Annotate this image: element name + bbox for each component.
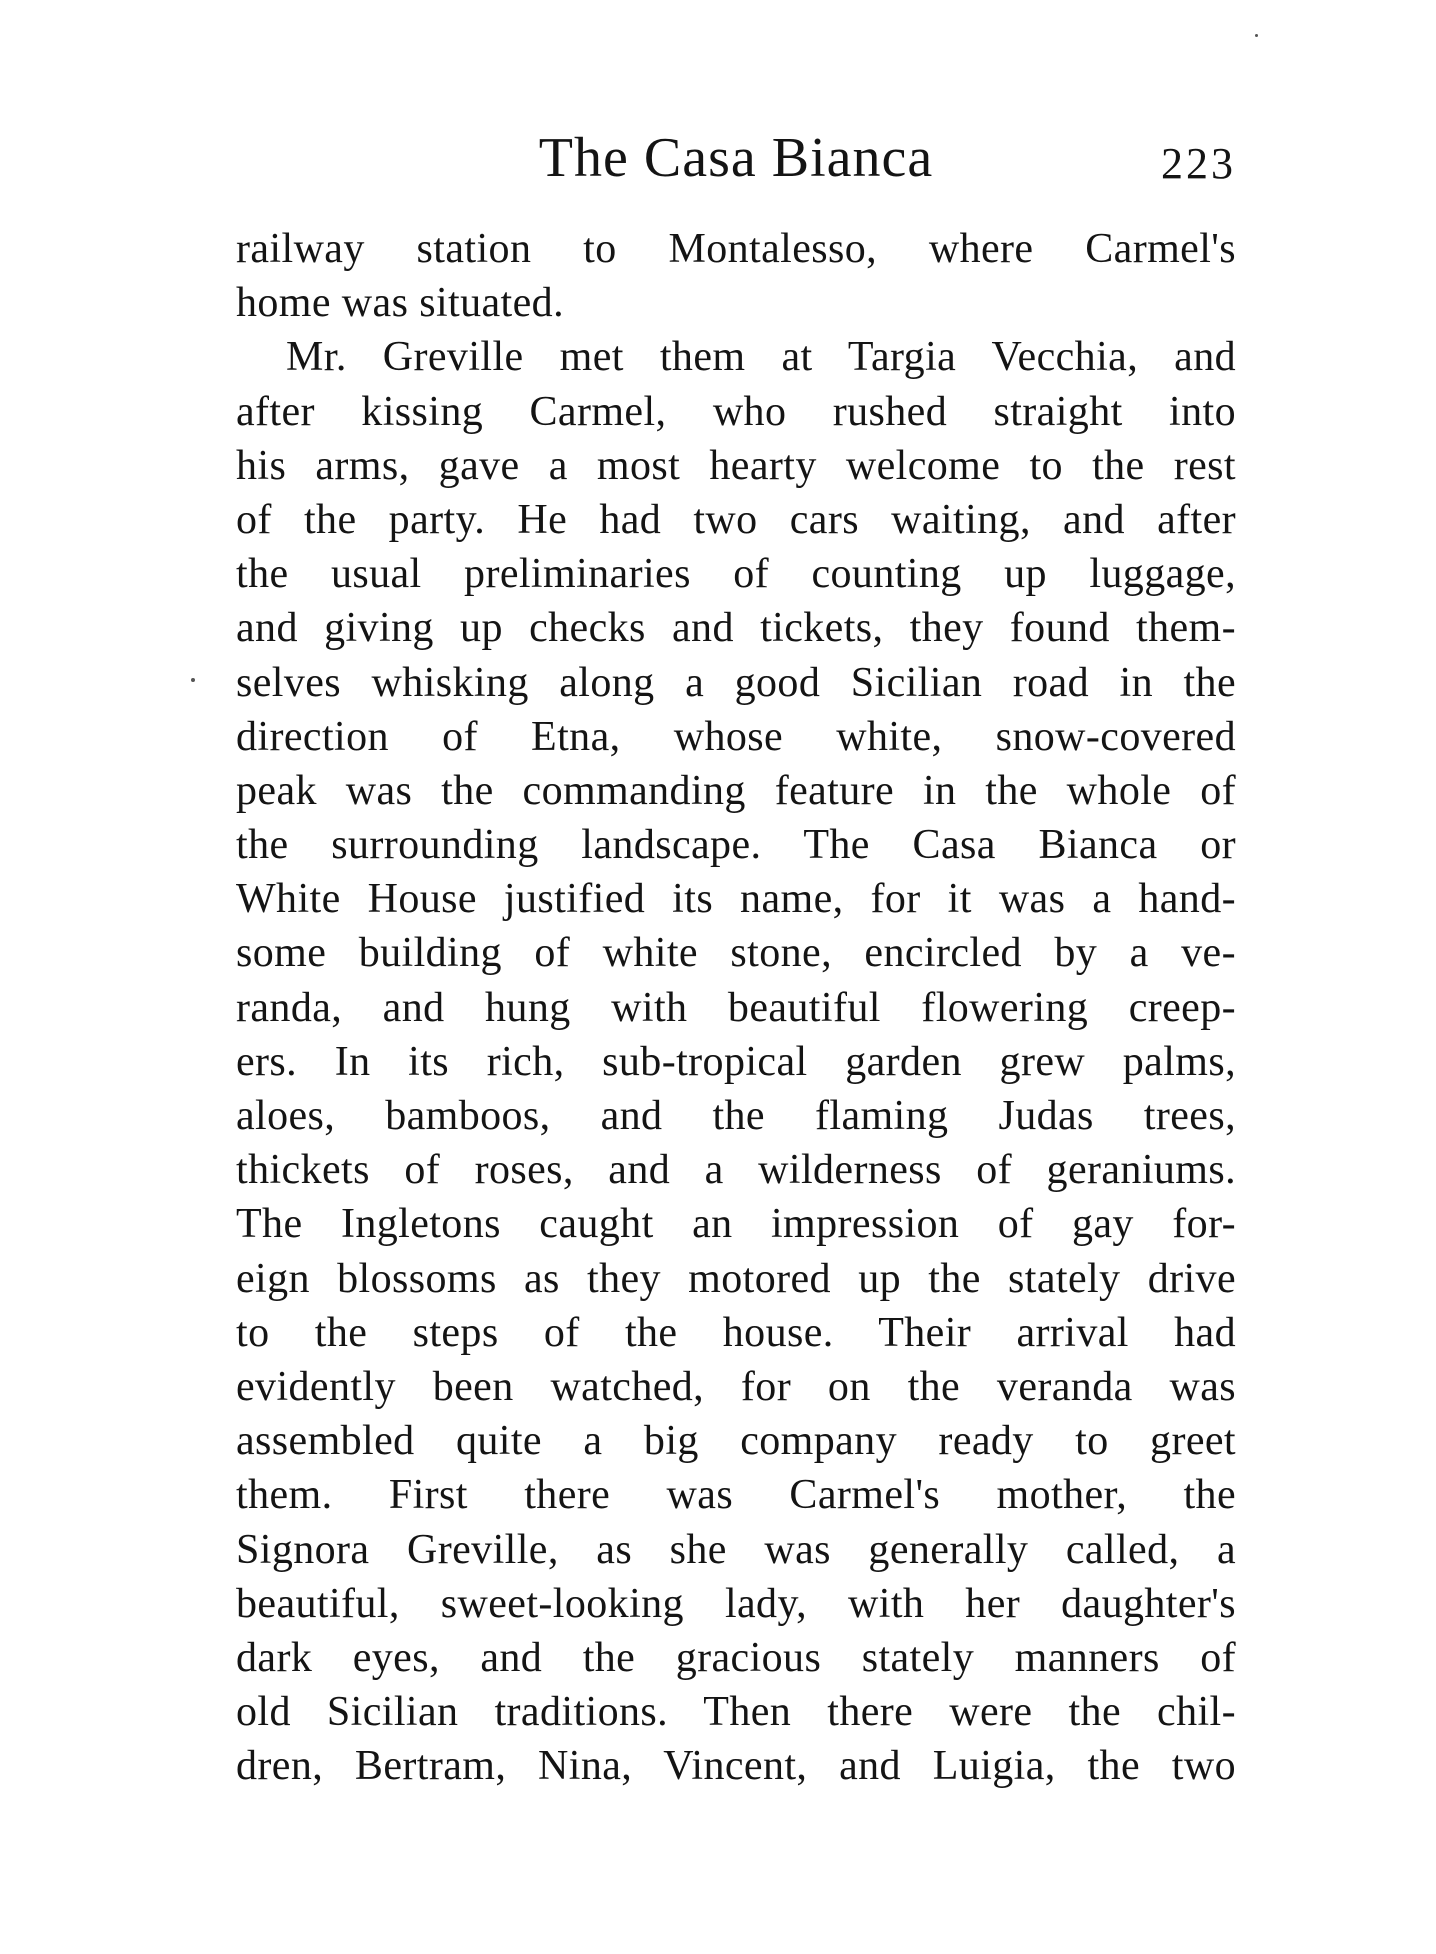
text-line: eign blossoms as they motored up the stately drive [236, 1255, 1236, 1302]
text-line: selves whisking along a good Sicilian road in the [236, 659, 1236, 706]
text-line: to the steps of the house. Their arrival had [236, 1309, 1236, 1356]
text-line: dark eyes, and the gracious stately manners of [236, 1634, 1236, 1681]
paper-speck [191, 678, 195, 682]
running-head [236, 118, 1236, 198]
text-line: thickets of roses, and a wilderness of geraniums. [236, 1147, 1236, 1194]
text-line: the usual preliminaries of counting up luggage, [236, 551, 1236, 598]
text-line: The Ingletons caught an impression of gay for- [236, 1201, 1236, 1248]
text-line: and giving up checks and tickets, they found them- [236, 605, 1236, 652]
text-line: the surrounding landscape. The Casa Bianca or [236, 822, 1236, 869]
text-line: beautiful, sweet-looking lady, with her daughter's [236, 1580, 1236, 1627]
text-line: evidently been watched, for on the veranda was [236, 1363, 1236, 1410]
text-line: railway station to Montalesso, where Carmel's [236, 226, 1236, 272]
paper-speck [1255, 34, 1258, 37]
text-line: Signora Greville, as she was generally called, a [236, 1526, 1236, 1573]
text-line: after kissing Carmel, who rushed straight into [236, 388, 1236, 435]
running-title: The Casa Bianca [538, 127, 934, 189]
text-line: Mr. Greville met them at Targia Vecchia, and [286, 334, 1236, 381]
text-line: assembled quite a big company ready to greet [236, 1418, 1236, 1465]
text-line: home was situated. [236, 280, 564, 327]
text-line: some building of white stone, encircled by a ve- [236, 930, 1236, 977]
text-line: old Sicilian traditions. Then there were the chil- [236, 1689, 1236, 1736]
text-line: his arms, gave a most hearty welcome to the rest [236, 442, 1236, 489]
page-number: 223 [1161, 139, 1236, 188]
text-line: White House justified its name, for it was a hand- [236, 876, 1236, 923]
text-line: peak was the commanding feature in the whole of [236, 767, 1236, 814]
text-line: aloes, bamboos, and the flaming Judas trees, [236, 1093, 1236, 1139]
text-line: direction of Etna, whose white, snow-covered [236, 713, 1236, 760]
text-line: dren, Bertram, Nina, Vincent, and Luigia, the two [236, 1743, 1236, 1790]
text-line: randa, and hung with beautiful flowering creep- [236, 984, 1236, 1031]
text-line: of the party. He had two cars waiting, and after [236, 496, 1236, 543]
text-line: them. First there was Carmel's mother, the [236, 1472, 1236, 1519]
text-line: ers. In its rich, sub-tropical garden grew palms, [236, 1038, 1236, 1085]
body-text [236, 222, 1236, 1793]
